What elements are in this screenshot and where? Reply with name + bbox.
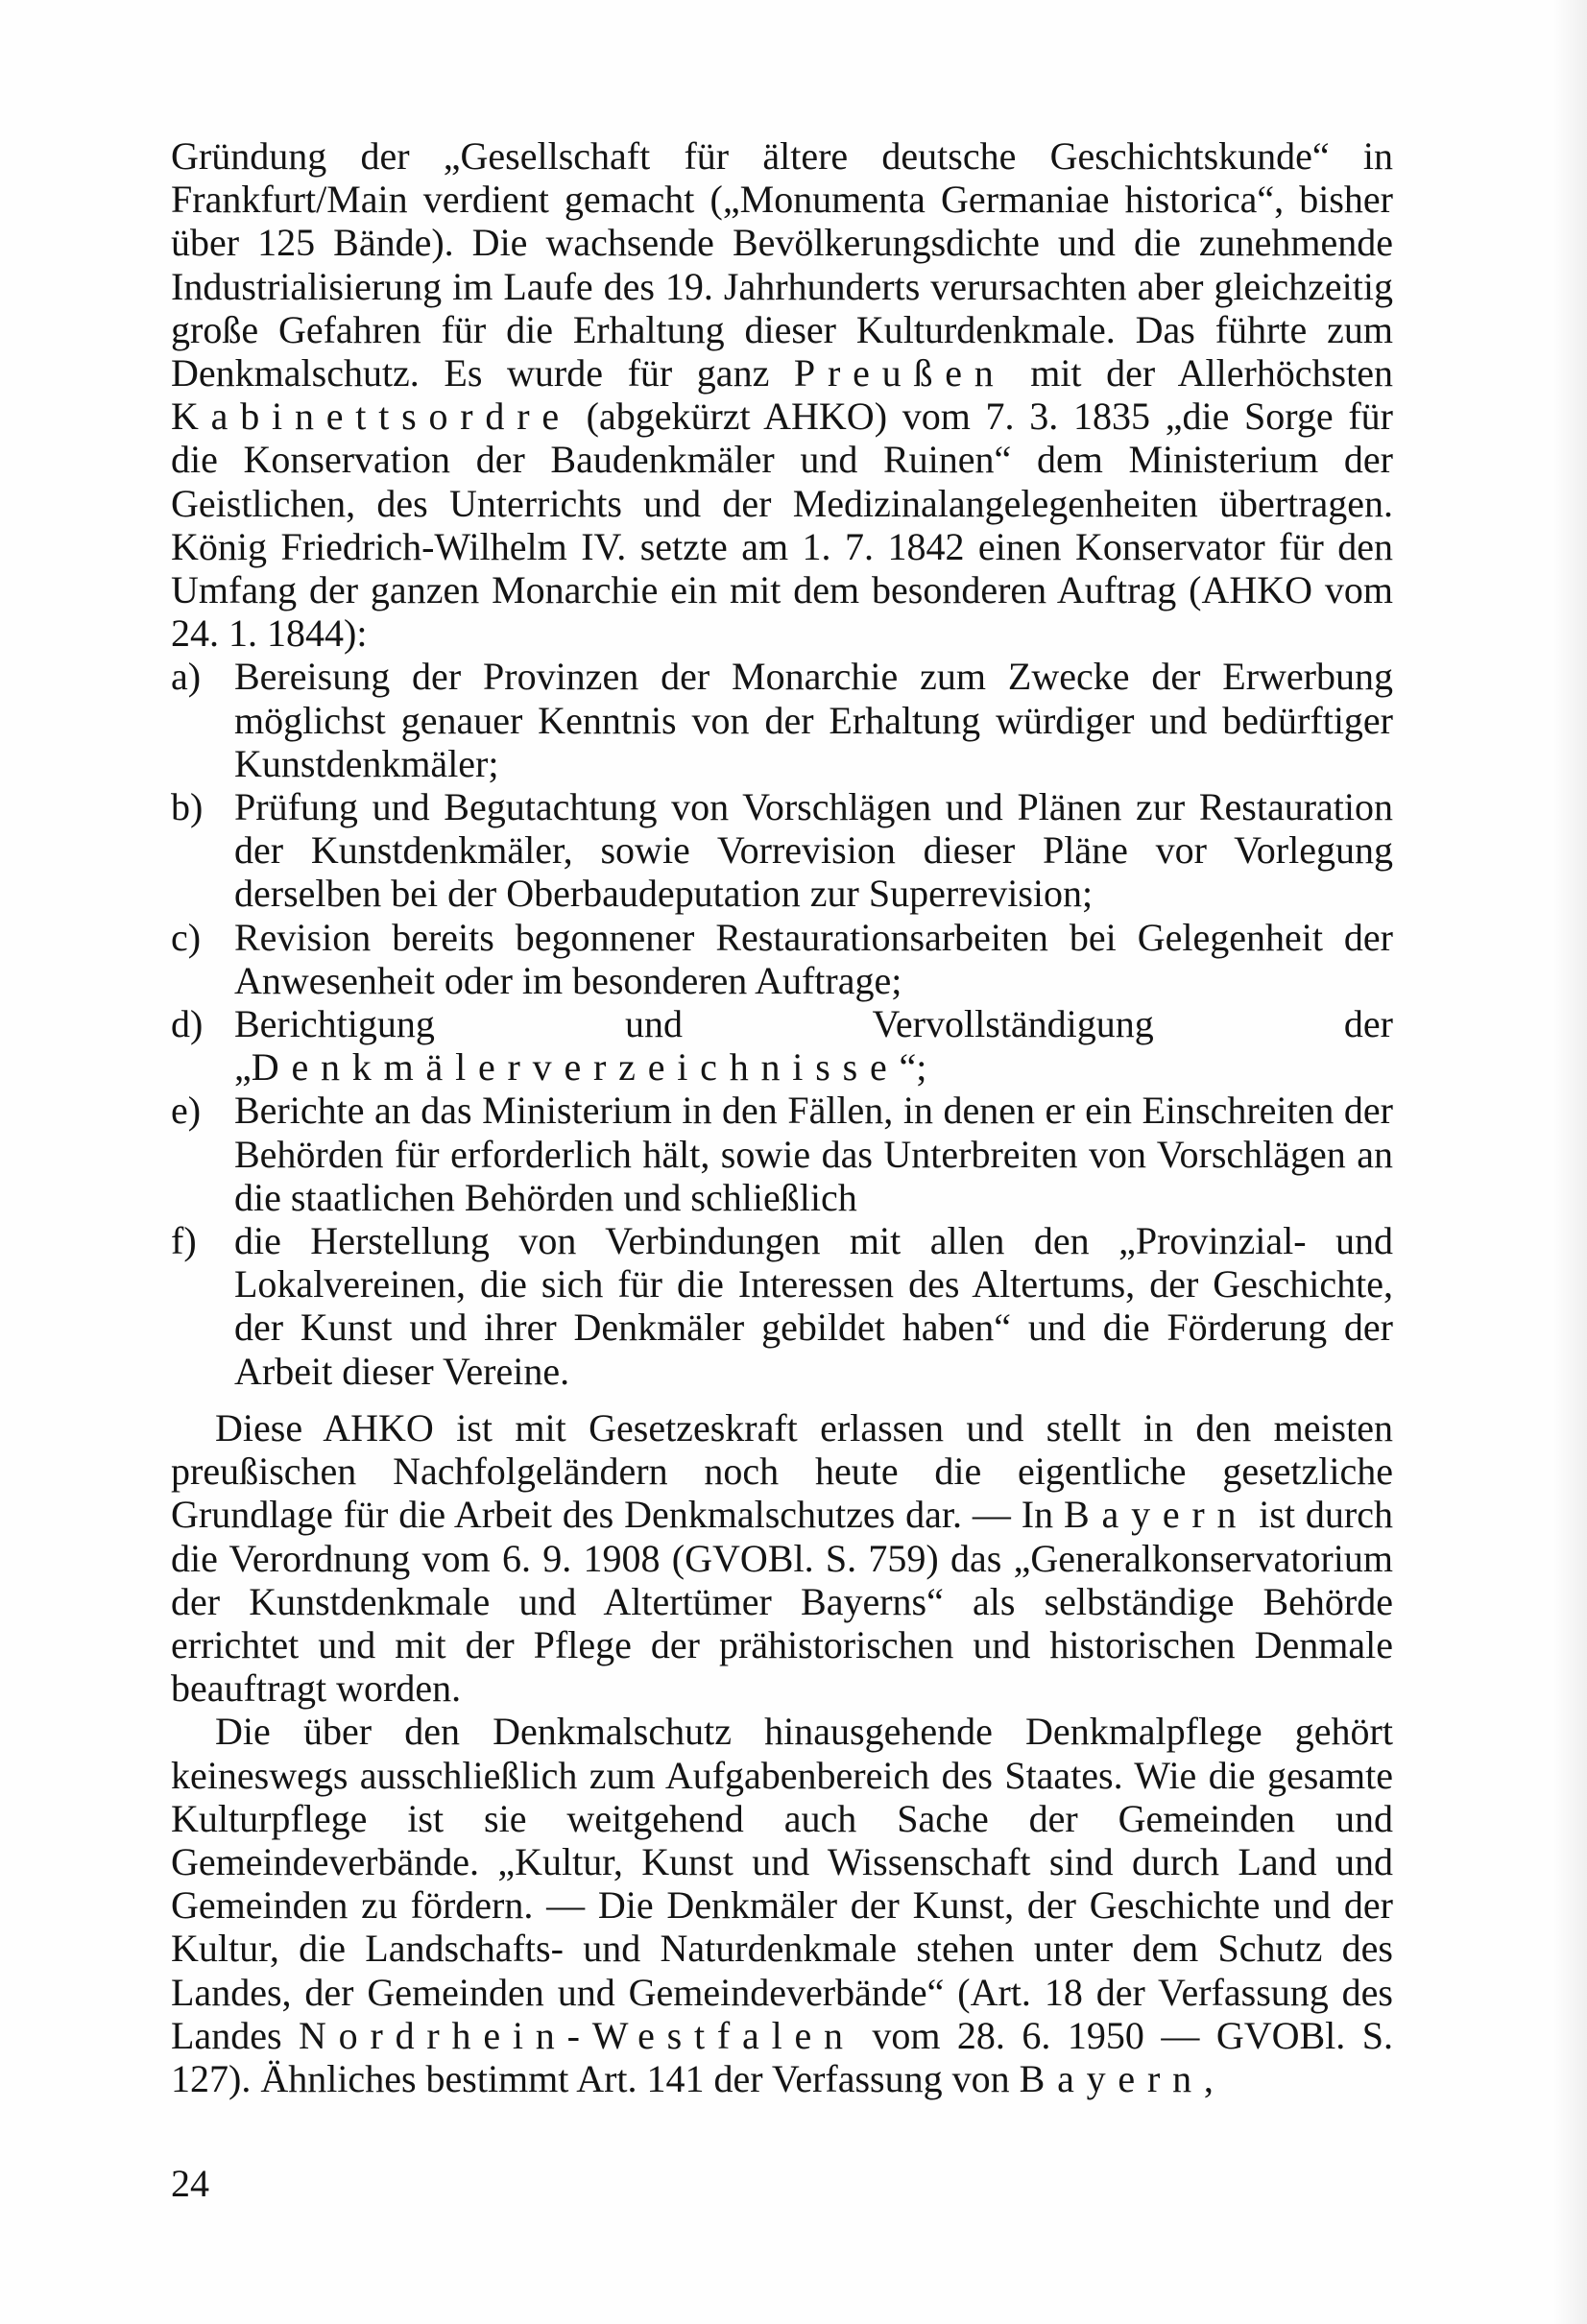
list-item bbox=[171, 916, 1393, 1002]
list-marker: a) bbox=[171, 655, 202, 699]
task-list bbox=[171, 655, 1393, 1392]
paragraph-1 bbox=[171, 134, 1393, 655]
emphasis-preussen: Preußen bbox=[793, 351, 1006, 395]
list-item-text: Revision bereits begonnener Restaurationsarbeiten bei Gelegenheit der Anwesenheit oder im besonderen Auftrage; bbox=[234, 915, 1393, 1002]
paragraph-2-text: Diese AHKO ist mit Gesetzeskraft erlassen und stellt in den meisten preußischen Nachfolgeländern noch heute die eigentliche gesetzliche Grundlage für die Arbeit des Denkmalschutzes dar. — In bbox=[171, 1405, 1393, 1537]
list-item bbox=[171, 1002, 1393, 1089]
list-item-text: “; bbox=[899, 1045, 927, 1090]
list-item-text: Bereisung der Provinzen der Monarchie zum Zwecke der Erwerbung möglichst genauer Kenntnis von der Erhaltung würdiger und bedürftiger Kunstdenkmäler; bbox=[234, 655, 1393, 785]
list-item bbox=[171, 1219, 1393, 1393]
list-item bbox=[171, 1089, 1393, 1219]
list-item bbox=[171, 655, 1393, 785]
paragraph-3-text: Die über den Denkmalschutz hinausgehende Denkmalpflege gehört keineswegs ausschließlich zum Aufgabenbereich des Staates. Wie die gesamte Kulturpflege ist sie weitgehend auch Sache der Gemeinden und Gemeindeverbände. „Kultur, Kunst und Wissenschaft sind durch Land und Gemeinden zu fördern. — Die Denkmäler der Kunst, der Geschichte und der Kultur, die Landschafts- und Naturdenkmale stehen unter dem Schutz des Landes, der Gemeinden und Gemeindeverbände“ (Art. 18 der Verfassung des Landes bbox=[171, 1710, 1393, 2057]
list-marker: e) bbox=[171, 1089, 202, 1133]
paragraph-1-text: Gründung der „Gesellschaft für ältere deutsche Geschichtskunde“ in Frankfurt/Main verdient gemacht („Monumenta Germaniae historica“, bisher über 125 Bände). Die wachsende Bevölkerungsdichte und die zunehmende Industrialisierung im Laufe des 19. Jahrhunderts verursachten aber gleichzeitig große Gefahren für die Erhaltung dieser Kulturdenkmale. Das führte zum Denkmalschutz. Es wurde für ganz bbox=[171, 134, 1393, 395]
paragraph-2 bbox=[171, 1406, 1393, 1710]
list-marker: b) bbox=[171, 785, 204, 829]
list-marker: f) bbox=[171, 1219, 197, 1263]
emphasis-denkmaelerverzeichnisse: Denkmälerverzeichnisse bbox=[251, 1045, 900, 1090]
paragraph-1-text: mit der Allerhöchsten bbox=[1005, 351, 1393, 395]
list-item-text: Berichte an das Ministerium in den Fällen, in denen er ein Einschreiten der Behörden für erforderlich hält, sowie das Unterbreiten von Vorschlägen an die staatlichen Behörden und schließlich bbox=[234, 1089, 1393, 1219]
paragraph-3 bbox=[171, 1710, 1393, 2100]
list-item-text: Prüfung und Begutachtung von Vorschlägen und Plänen zur Restauration der Kunstdenkmäler, sowie Vorrevision dieser Pläne vor Vorlegung derselben bei der Oberbaudeputation zur Superrevision; bbox=[234, 785, 1393, 916]
paragraph-3-text: vom 28. 6. 1950 — GVOBl. S. 127). Ähnliches bestimmt Art. 141 der Verfassung von bbox=[171, 2013, 1394, 2100]
paragraph-2-text: ist durch die Verordnung vom 6. 9. 1908 (GVOBl. S. 759) das „Generalkonservatorium der Kunstdenkmale und Altertümer Bayerns“ als selbständige Behörde errichtet und mit der Pflege der prähistorischen und historischen Denmale beauftragt worden. bbox=[171, 1493, 1394, 1711]
list-item-text: Berichtigung und Vervollständigung der „ bbox=[234, 1002, 1393, 1090]
body-text bbox=[171, 134, 1393, 2100]
page-number: 24 bbox=[171, 2162, 209, 2205]
list-marker: c) bbox=[171, 915, 202, 959]
list-item bbox=[171, 785, 1393, 916]
emphasis-nordrhein-westfalen: Nordrhein-Westfalen bbox=[299, 2013, 855, 2057]
emphasis-kabinettsordre: Kabinettsordre bbox=[171, 395, 571, 439]
paragraph-3-text: , bbox=[1203, 2056, 1214, 2100]
emphasis-bayern: Bayern bbox=[1019, 2056, 1204, 2100]
list-item-text: die Herstellung von Verbindungen mit allen den „Provinzial- und Lokalvereinen, die sich für die Interessen des Altertums, der Geschichte, der Kunst und ihrer Denkmäler gebildet haben“ und die Förderung der Arbeit dieser Vereine. bbox=[234, 1219, 1393, 1393]
page-edge-shadow bbox=[1552, 0, 1587, 2324]
list-marker: d) bbox=[171, 1002, 204, 1046]
emphasis-bayern: Bayern bbox=[1064, 1493, 1249, 1537]
paragraph-1-text: (abgekürzt AHKO) vom 7. 3. 1835 „die Sorge für die Konservation der Baudenkmäler und Ruinen“ dem Ministerium der Geistlichen, des Unterrichts und der Medizinalangelegenheiten übertragen. König Friedrich-Wilhelm IV. setzte am 1. 7. 1842 einen Konservator für den Umfang der ganzen Monarchie ein mit dem besonderen Auftrag (AHKO vom 24. 1. 1844): bbox=[171, 395, 1393, 656]
